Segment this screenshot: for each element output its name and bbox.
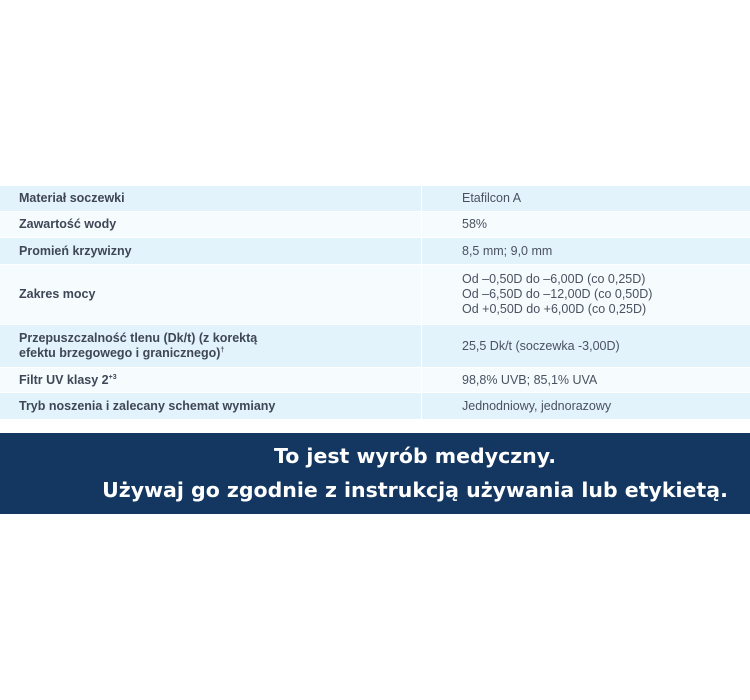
row-label-text: Promień krzywizny [19,243,132,258]
row-label [0,325,422,367]
banner-line-1: To jest wyrób medyczny. [273,444,557,468]
row-value-text: 25,5 Dk/t (soczewka -3,00D) [462,338,620,353]
row-label-text: Filtr UV klasy 2 [19,372,109,387]
banner-line-2: Używaj go zgodnie z instrukcją używania lub etykietą. [102,478,728,502]
row-value [422,238,750,264]
row-value-text: 98,8% UVB; 85,1% UVA [462,372,598,387]
row-value-line: Od –6,50D do –12,00D (co 0,50D) [462,287,653,301]
row-label [0,186,422,211]
table-row-power-range [0,265,750,325]
row-label-line: Przepuszczalność tlenu (Dk/t) (z korektą [19,331,258,345]
medical-device-banner [0,433,750,514]
table-row-oxygen-permeability [0,325,750,368]
row-label [0,238,422,264]
row-label [0,393,422,419]
row-value-text: 58% [462,217,488,231]
table-row-material [0,186,750,212]
row-value [422,212,750,237]
spec-table [0,186,750,420]
table-row-water-content [0,212,750,238]
row-value-text: 8,5 mm; 9,0 mm [462,243,553,258]
row-value [422,186,750,211]
footnote-mark: † [220,346,225,354]
row-label-text: efektu brzegowego i granicznego) [19,346,221,360]
row-value [422,265,750,324]
row-label-text: Zakres mocy [19,287,96,301]
row-value-line: Od +0,50D do +6,00D (co 0,25D) [462,302,647,316]
table-row-uv-filter [0,368,750,393]
row-value [422,325,750,367]
row-value [422,368,750,392]
row-label-line [19,346,411,361]
row-label-text: Tryb noszenia i zalecany schemat wymiany [19,398,276,413]
row-label-text: Zawartość wody [19,217,117,231]
row-value-line: Od –0,50D do –6,00D (co 0,25D) [462,272,646,286]
footnote-mark: +3 [108,373,117,381]
row-label [0,212,422,237]
row-label [0,368,422,392]
table-row-curvature [0,238,750,265]
row-label-text: Materiał soczewki [19,191,125,205]
row-label-line [19,373,411,388]
row-value-text: Etafilcon A [462,191,522,205]
row-value [422,393,750,419]
table-row-wear-schedule [0,393,750,420]
row-value-text: Jednodniowy, jednorazowy [462,398,612,413]
row-label [0,265,422,324]
